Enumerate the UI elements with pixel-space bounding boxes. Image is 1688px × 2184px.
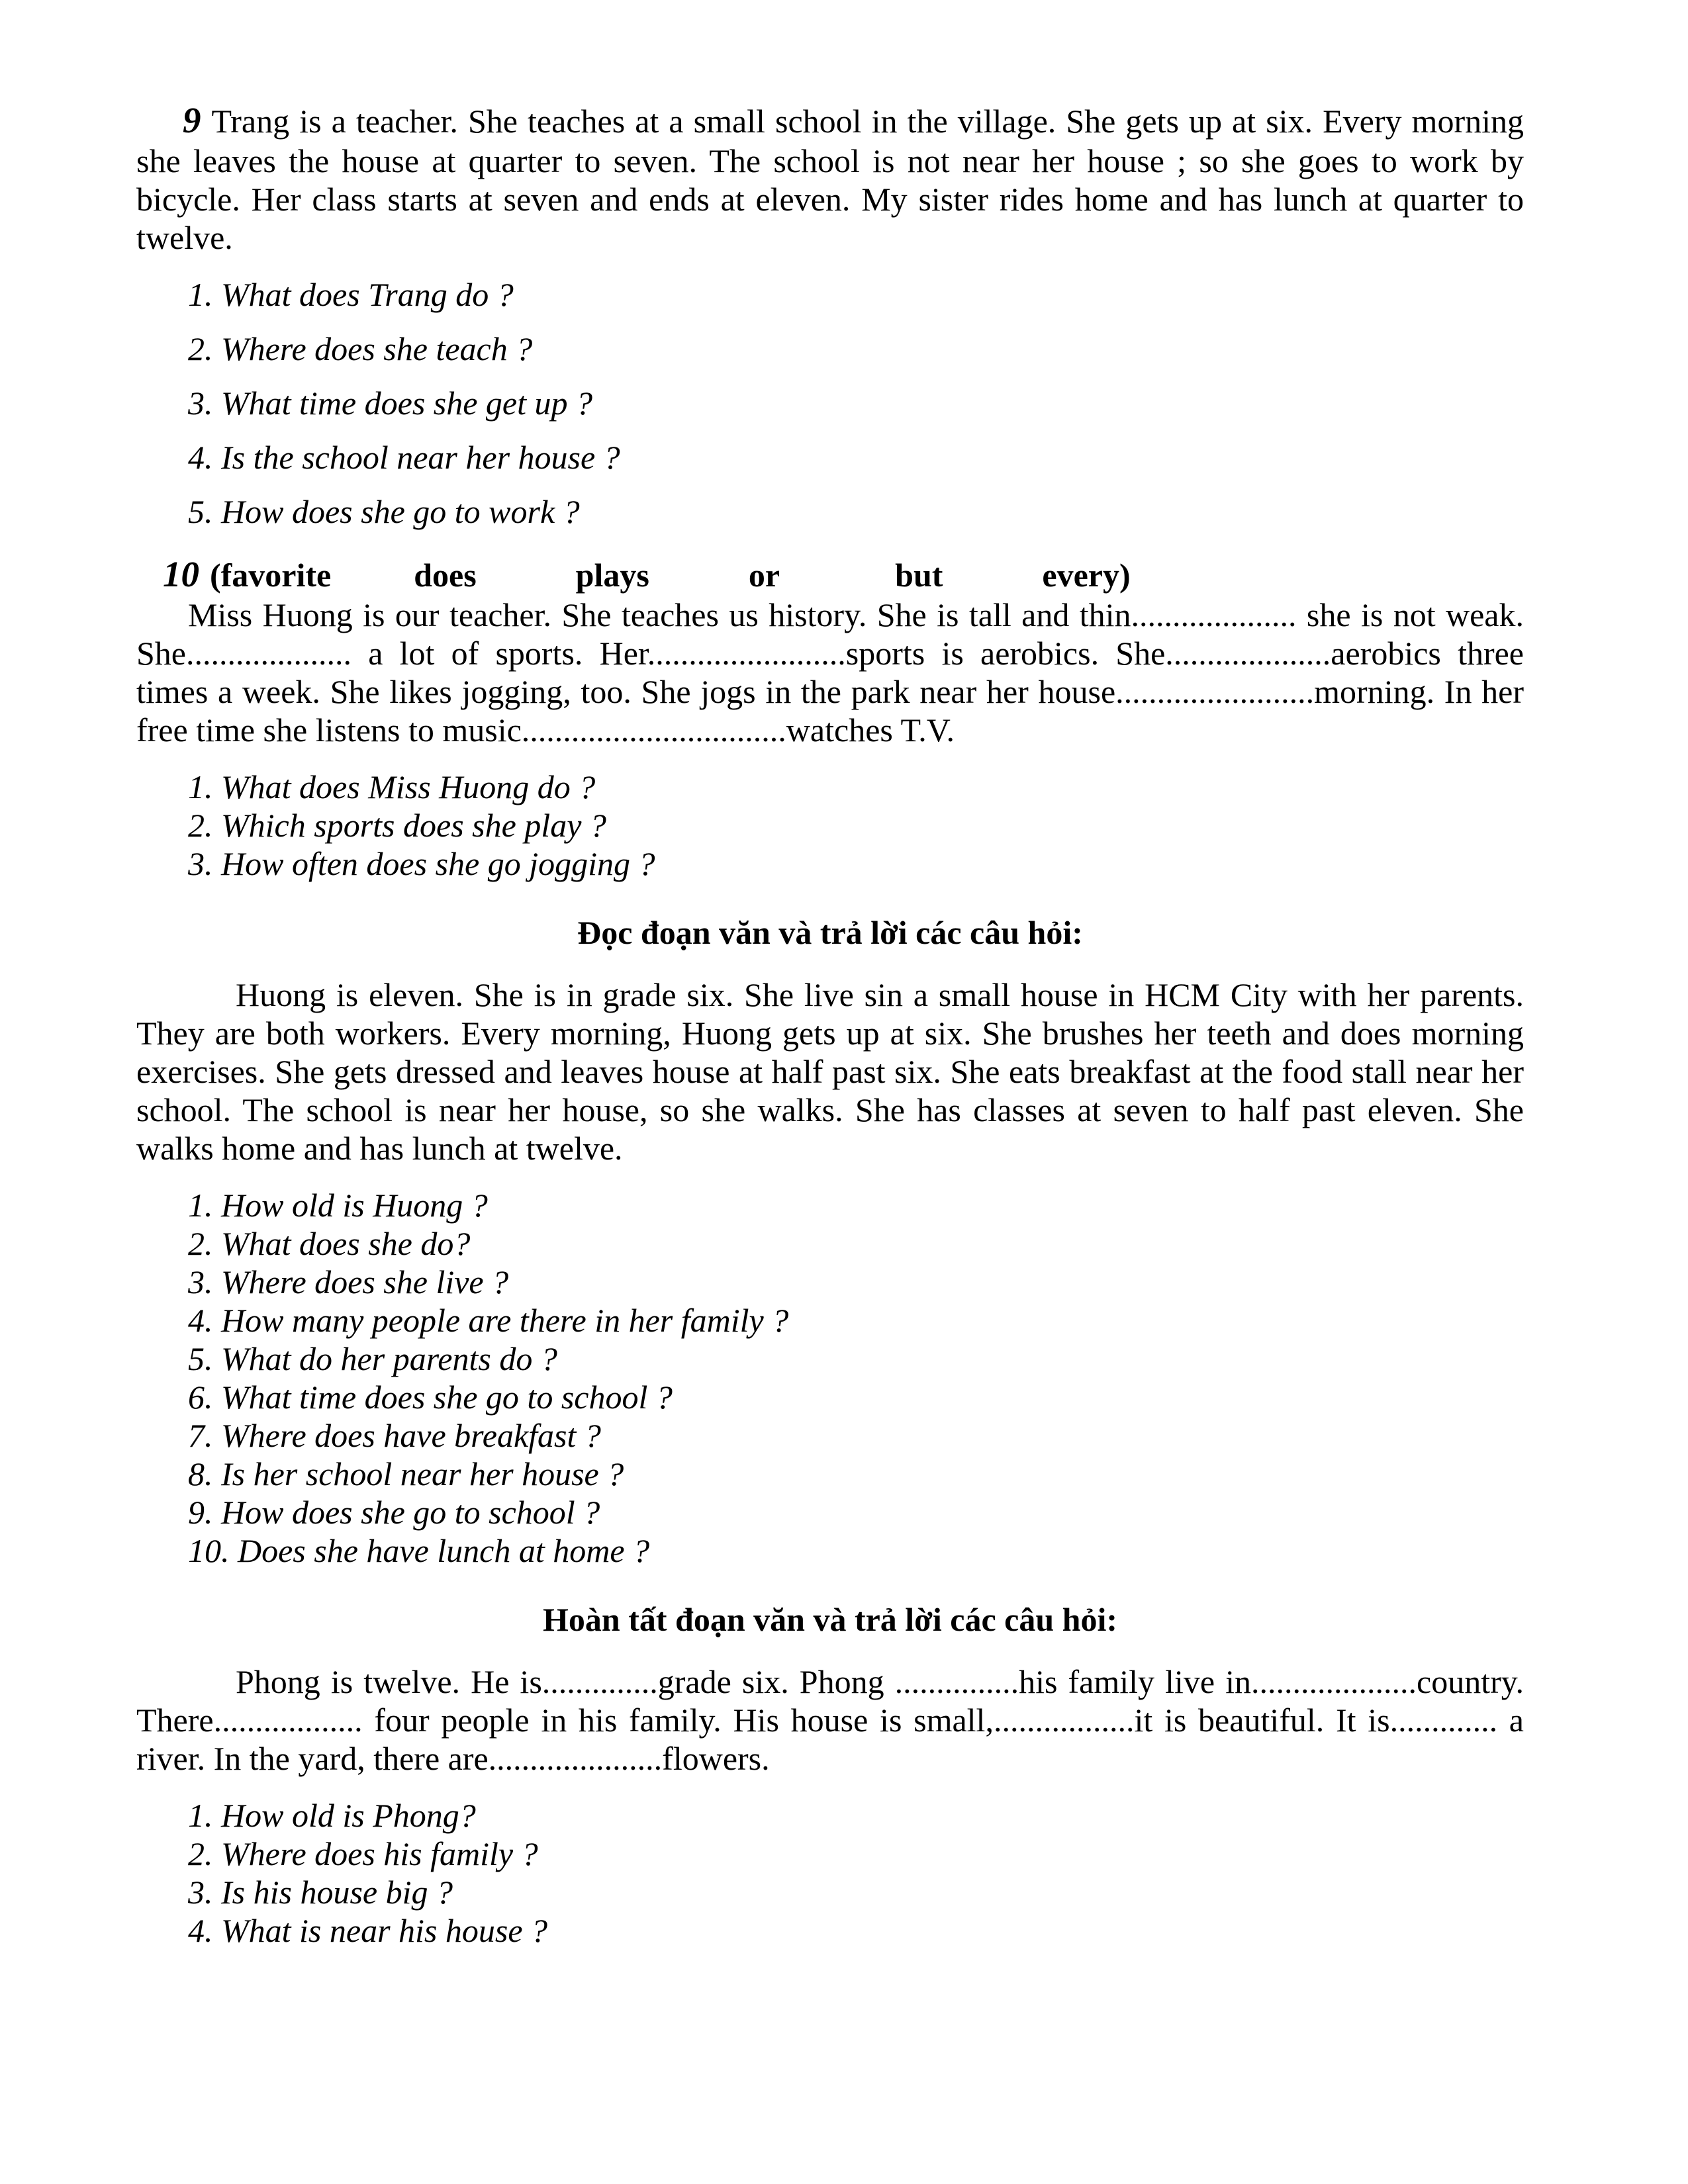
question-item: 1. What does Miss Huong do ? [188, 768, 596, 805]
question-item: 7. Where does have breakfast ? [188, 1416, 601, 1454]
completion-questions [188, 1796, 1524, 1950]
exercise-10-number: 10 [163, 553, 199, 594]
question-item: 5. What do her parents do ? [188, 1340, 557, 1377]
question-item: 4. What is near his house ? [188, 1911, 548, 1949]
question-item: 4. Is the school near her house ? [188, 438, 620, 476]
completion-section-heading: Hoàn tất đoạn văn và trả lời các câu hỏi: [543, 1600, 1117, 1638]
question-item: 1. How old is Phong? [188, 1796, 476, 1834]
question-item: 8. Is her school near her house ? [188, 1455, 624, 1492]
question-item: 1. How old is Huong ? [188, 1186, 488, 1224]
question-item: 2. Where does she teach ? [188, 330, 533, 367]
reading-questions [188, 1186, 1524, 1570]
question-item: 2. Which sports does she play ? [188, 806, 606, 844]
question-item: 2. What does she do? [188, 1224, 471, 1262]
question-item: 3. Is his house big ? [188, 1873, 453, 1911]
exercise-9-text: Trang is a teacher. She teaches at a small school in the village. She gets up at six. Every morning she leaves the house at quarter to seven. The school is not near her house ; so she goes to work by bicycle. Her class starts at seven and ends at eleven. My sister rides home and has lunch at quarter to twelve. [136, 103, 1524, 256]
completion-paragraph: Phong is twelve. He is..............grade six. Phong ...............his family live in....................country. There.................. four people in his family. His house is small,.................it is beautiful. It is............. a river. In the yard, there are.....................flowers. [136, 1662, 1524, 1777]
question-item: 3. How often does she go jogging ? [188, 844, 655, 882]
question-item: 3. Where does she live ? [188, 1263, 509, 1300]
reading-section-heading: Đọc đoạn văn và trả lời các câu hỏi: [577, 913, 1083, 951]
exercise-9-questions [188, 275, 1524, 531]
question-item: 6. What time does she go to school ? [188, 1378, 673, 1416]
question-item: 9. How does she go to school ? [188, 1493, 600, 1531]
question-item: 4. How many people are there in her family ? [188, 1301, 789, 1339]
exercise-10-questions [188, 768, 1524, 883]
question-item: 5. How does she go to work ? [188, 492, 580, 530]
exercise-10-header [136, 553, 1524, 596]
exercise-9-number: 9 [183, 100, 201, 140]
question-item: 3. What time does she get up ? [188, 384, 593, 422]
question-item: 10. Does she have lunch at home ? [188, 1531, 650, 1569]
question-item: 2. Where does his family ? [188, 1835, 538, 1872]
question-item: 1. What does Trang do ? [188, 275, 514, 313]
exercise-10-paragraph: Miss Huong is our teacher. She teaches us history. She is tall and thin.................... she is not weak. She.................... a lot of sports. Her........................sports is aerobics. She....................aerobics three times a week. She likes jogging, too. She jogs in the park near her house........................morning. In her free time she listens to music................................watches T.V. [136, 596, 1524, 749]
reading-paragraph: Huong is eleven. She is in grade six. She live sin a small house in HCM City with her parents. They are both workers. Every morning, Huong gets up at six. She brushes her teeth and does morning exercises. She gets dressed and leaves house at half past six. She eats breakfast at the food stall near her school. The school is near her house, so she walks. She has classes at seven to half past eleven. She walks home and has lunch at twelve. [136, 976, 1524, 1167]
exercise-9-paragraph [136, 99, 1524, 257]
exercise-10-word-bank: (favorite does plays or but every) [210, 556, 1131, 594]
